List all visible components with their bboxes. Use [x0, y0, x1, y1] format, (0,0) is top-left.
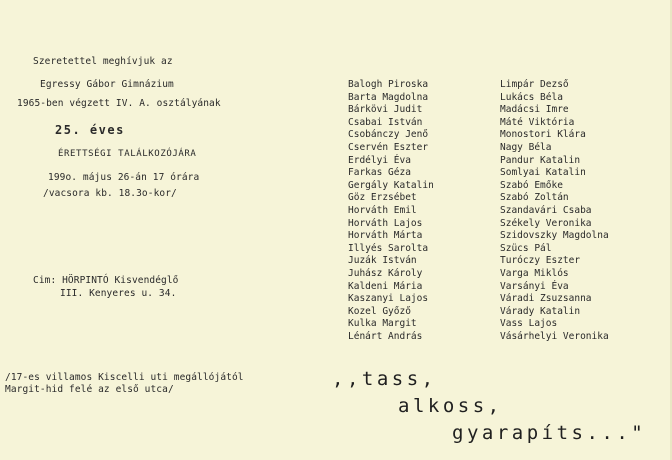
attendee-name: Vass Lajos	[500, 318, 558, 330]
attendee-name: Máté Viktória	[500, 116, 575, 128]
attendee-name: Somlyai Katalin	[500, 167, 586, 179]
attendee-name: Váradi Zsuzsanna	[500, 293, 592, 305]
event-title: ÉRETTSÉGI TALÁLKOZÓJÁRA	[58, 149, 197, 159]
venue-address: III. Kenyeres u. 34.	[60, 288, 177, 299]
attendee-name: Szabó Emőke	[500, 179, 563, 191]
attendee-name: Lénárt András	[348, 330, 423, 342]
attendee-name: Kaldeni Mária	[348, 280, 423, 292]
venue-name: HÖRPINTÓ Kisvendéglő	[62, 275, 179, 286]
attendee-name: Székely Veronika	[500, 217, 592, 229]
invite-line-1: Szeretettel meghívjuk az	[33, 56, 173, 67]
venue-line	[33, 275, 179, 286]
motto-line-3: gyarapíts..."	[452, 422, 647, 444]
attendee-name: Várady Katalin	[500, 305, 581, 317]
attendee-name: Szabó Zoltán	[500, 192, 569, 204]
attendee-name: Csabai István	[348, 116, 423, 128]
attendee-name: Horváth Lajos	[348, 217, 423, 229]
attendee-name: Lukács Béla	[500, 91, 563, 103]
attendee-name: Erdélyi Éva	[348, 154, 411, 166]
event-date: 199o. május 26-án 17 órára	[48, 172, 200, 183]
attendee-name: Göz Erzsébet	[348, 192, 417, 204]
attendee-name: Madácsi Imre	[500, 104, 569, 116]
attendee-name: Balogh Piroska	[348, 79, 429, 90]
name-list-left	[348, 79, 434, 343]
class-line: 1965-ben végzett IV. A. osztályának	[17, 98, 221, 109]
attendee-name: Illyés Sarolta	[348, 242, 429, 254]
attendee-name: Bárkövi Judit	[348, 104, 423, 116]
school-name: Egressy Gábor Gimnázium	[40, 79, 174, 90]
venue-label: Cim:	[33, 275, 57, 286]
attendee-name: Varsányi Éva	[500, 280, 569, 292]
attendee-name: Barta Magdolna	[348, 91, 429, 103]
directions-line-1: /17-es villamos Kiscelli uti megállójától	[5, 372, 244, 383]
attendee-name: Szücs Pál	[500, 242, 552, 254]
attendee-name: Szidovszky Magdolna	[500, 230, 609, 242]
attendee-name: Nagy Béla	[500, 141, 552, 153]
anniversary-label: 25. éves	[55, 123, 125, 137]
attendee-name: Vásárhelyi Veronika	[500, 330, 609, 342]
motto-line-1: ,,tass,	[332, 368, 437, 390]
attendee-name: Horváth Márta	[348, 230, 423, 242]
motto-line-2: alkoss,	[398, 395, 503, 417]
directions-line-2: Margit-hid felé az első utca/	[5, 384, 174, 395]
attendee-name: Limpár Dezső	[500, 79, 569, 90]
attendee-name: Cservén Eszter	[348, 141, 429, 153]
attendee-name: Pandur Katalin	[500, 154, 581, 166]
attendee-name: Farkas Géza	[348, 167, 411, 179]
attendee-name: Gergály Katalin	[348, 179, 434, 191]
dinner-time: /vacsora kb. 18.3o-kor/	[43, 188, 177, 199]
attendee-name: Kaszanyi Lajos	[348, 293, 429, 305]
attendee-name: Turóczy Eszter	[500, 255, 581, 267]
attendee-name: Varga Miklós	[500, 267, 569, 279]
attendee-name: Kozel Győző	[348, 305, 411, 317]
attendee-name: Szandavári Csaba	[500, 204, 592, 216]
attendee-name: Csobánczy Jenő	[348, 129, 429, 141]
attendee-name: Horváth Emil	[348, 204, 417, 216]
attendee-name: Kulka Margit	[348, 318, 417, 330]
attendee-name: Monostori Klára	[500, 129, 586, 141]
attendee-name: Juzák István	[348, 255, 417, 267]
name-list-right	[500, 79, 609, 343]
attendee-name: Juhász Károly	[348, 267, 423, 279]
